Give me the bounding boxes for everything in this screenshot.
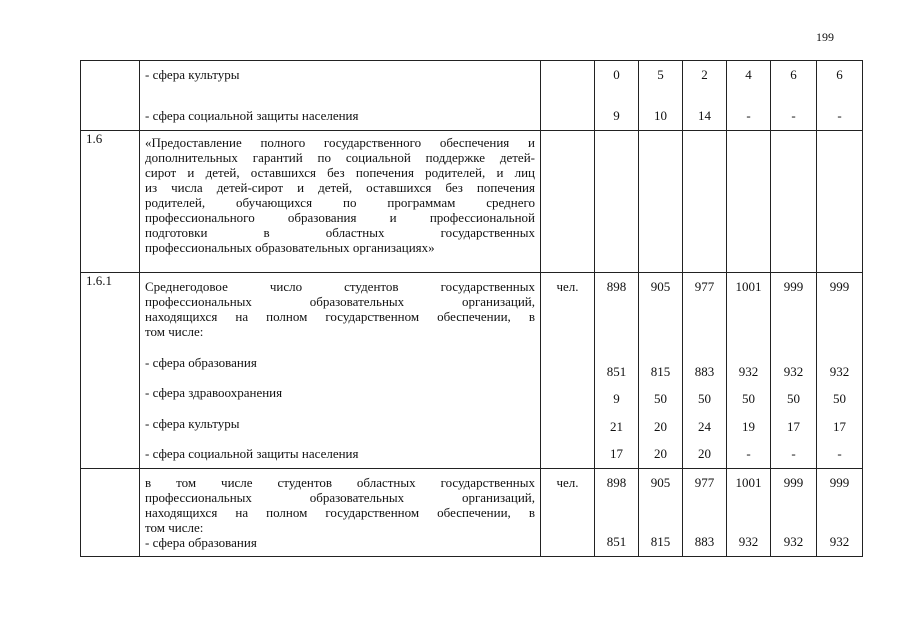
table-row <box>81 469 863 557</box>
value: 1001 <box>735 475 762 490</box>
value-cell <box>771 131 817 273</box>
indicator-heading <box>145 475 535 535</box>
value: 932 <box>738 534 759 549</box>
unit-stack <box>546 61 589 129</box>
value: 5 <box>657 67 664 82</box>
value-cell <box>595 61 639 131</box>
unit-cell <box>541 273 595 469</box>
value-cell <box>817 273 863 469</box>
value-cell <box>595 131 639 273</box>
value: 932 <box>829 363 850 379</box>
value: 9 <box>613 391 620 407</box>
value-stack <box>776 273 811 467</box>
value-cell <box>639 273 683 469</box>
title-line: подготовки в областных государственных <box>145 225 535 240</box>
value-cell <box>771 469 817 557</box>
value: 50 <box>833 391 846 407</box>
value-cell <box>771 273 817 469</box>
unit-stack <box>546 469 589 555</box>
value: 17 <box>833 418 846 434</box>
value-stack <box>600 469 633 555</box>
value: 932 <box>783 534 804 549</box>
value: 2 <box>701 67 708 82</box>
heading-line: профессиональных образовательных организаций, <box>145 294 535 309</box>
value-cell <box>683 61 727 131</box>
value-stack <box>644 469 677 555</box>
description-cell <box>140 61 541 131</box>
title-line: сирот и детей, оставшихся без попечения родителей, и лиц <box>145 165 535 180</box>
table-row <box>81 273 863 469</box>
value: 9 <box>613 108 620 123</box>
value: 20 <box>654 445 667 461</box>
value-stack <box>644 273 677 467</box>
value-stack <box>688 469 721 555</box>
value-stack <box>776 469 811 555</box>
unit-cell <box>541 131 595 273</box>
heading-line: находящихся на полном государственном обеспечении, в <box>145 505 535 520</box>
value: 1001 <box>735 279 762 294</box>
value-stack <box>732 273 765 467</box>
value: 20 <box>698 445 711 461</box>
value: 999 <box>783 475 804 490</box>
sector-label: - сфера здравоохранения <box>145 385 283 400</box>
value: 999 <box>829 475 850 490</box>
section-title <box>145 131 535 255</box>
value: 851 <box>606 363 627 379</box>
heading-line: том числе: <box>145 324 204 339</box>
value-cell <box>639 61 683 131</box>
value: 14 <box>698 108 711 123</box>
value: 977 <box>694 475 715 490</box>
value-cell <box>727 273 771 469</box>
value-cell <box>639 469 683 557</box>
value: 6 <box>790 67 797 82</box>
title-line: профессиональных образовательных организациях» <box>145 240 435 255</box>
value: - <box>746 445 751 461</box>
value-cell <box>595 469 639 557</box>
value: 815 <box>650 534 671 549</box>
value-stack <box>688 61 721 129</box>
value: 17 <box>787 418 800 434</box>
value-cell <box>727 131 771 273</box>
value: 883 <box>694 363 715 379</box>
sector-label: - сфера социальной защиты населения <box>145 108 359 123</box>
value: 999 <box>783 279 804 294</box>
value-cell <box>727 61 771 131</box>
value: - <box>746 108 751 123</box>
unit-label: чел. <box>556 279 579 294</box>
value: 0 <box>613 67 620 82</box>
value-cell <box>639 131 683 273</box>
sector-label: - сфера социальной защиты населения <box>145 446 359 461</box>
value: 50 <box>742 391 755 407</box>
value-stack <box>600 273 633 467</box>
value: 898 <box>606 279 627 294</box>
value-cell <box>595 273 639 469</box>
value: 50 <box>787 391 800 407</box>
description-cell <box>140 469 541 557</box>
value: - <box>837 108 842 123</box>
value: 19 <box>742 418 755 434</box>
value: 977 <box>694 279 715 294</box>
sector-label: - сфера образования <box>145 535 257 550</box>
value-stack <box>776 61 811 129</box>
value-cell <box>817 469 863 557</box>
value: 21 <box>610 418 623 434</box>
value-stack <box>688 273 721 467</box>
row-number: 1.6 <box>86 131 103 146</box>
table-row <box>81 61 863 131</box>
value-cell <box>771 61 817 131</box>
unit-cell <box>541 469 595 557</box>
value: 999 <box>829 279 850 294</box>
value: 24 <box>698 418 711 434</box>
value: - <box>837 445 842 461</box>
value: 815 <box>650 363 671 379</box>
value: 6 <box>836 67 843 82</box>
value: 50 <box>698 391 711 407</box>
value: 50 <box>654 391 667 407</box>
heading-line: профессиональных образовательных организаций, <box>145 490 535 505</box>
value: 10 <box>654 108 667 123</box>
value: 932 <box>783 363 804 379</box>
title-line: «Предоставление полного государственного обеспечения и <box>145 135 535 150</box>
description-stack <box>145 61 535 129</box>
heading-line: в том числе студентов областных государственных <box>145 475 535 490</box>
description-cell <box>140 273 541 469</box>
value: 17 <box>610 445 623 461</box>
title-line: родителей, обучающихся по программам среднего <box>145 195 535 210</box>
heading-line: том числе: <box>145 520 204 535</box>
unit-label: чел. <box>556 475 579 490</box>
row-number: 1.6.1 <box>86 273 112 288</box>
value: 932 <box>738 363 759 379</box>
value-stack <box>732 61 765 129</box>
sector-label: - сфера культуры <box>145 415 240 431</box>
value-cell <box>683 131 727 273</box>
value-stack <box>822 273 857 467</box>
title-line: дополнительных гарантий по социальной поддержке детей- <box>145 150 535 165</box>
value: - <box>791 108 796 123</box>
indicator-table <box>80 60 863 557</box>
value: 905 <box>650 279 671 294</box>
value-stack <box>644 61 677 129</box>
value: 898 <box>606 475 627 490</box>
row-number-cell <box>81 61 140 131</box>
table-body <box>81 61 863 557</box>
unit-cell <box>541 61 595 131</box>
page-number: 199 <box>816 30 834 44</box>
value: 851 <box>606 534 627 549</box>
description-stack <box>145 273 535 467</box>
indicator-heading <box>145 279 535 339</box>
value: 932 <box>829 534 850 549</box>
value-stack <box>732 469 765 555</box>
row-number-cell <box>81 131 140 273</box>
value: 4 <box>745 67 752 82</box>
heading-line: находящихся на полном государственном обеспечении, в <box>145 309 535 324</box>
value-stack <box>822 61 857 129</box>
value: 883 <box>694 534 715 549</box>
unit-stack <box>546 273 589 467</box>
description-stack <box>145 469 535 555</box>
table-row <box>81 131 863 273</box>
value: - <box>791 445 796 461</box>
description-cell <box>140 131 541 273</box>
value-cell <box>727 469 771 557</box>
value-stack <box>600 61 633 129</box>
value-cell <box>817 131 863 273</box>
value-cell <box>683 469 727 557</box>
sector-label: - сфера образования <box>145 354 257 370</box>
title-line: профессионального образования и профессиональной <box>145 210 535 225</box>
title-line: из числа детей-сирот и детей, оставшихся без попечения <box>145 180 535 195</box>
sector-label: - сфера культуры <box>145 67 240 82</box>
value-cell <box>683 273 727 469</box>
value: 20 <box>654 418 667 434</box>
value-stack <box>822 469 857 555</box>
heading-line: Среднегодовое число студентов государственных <box>145 279 535 294</box>
value: 905 <box>650 475 671 490</box>
row-number-cell <box>81 469 140 557</box>
row-number-cell <box>81 273 140 469</box>
value-cell <box>817 61 863 131</box>
